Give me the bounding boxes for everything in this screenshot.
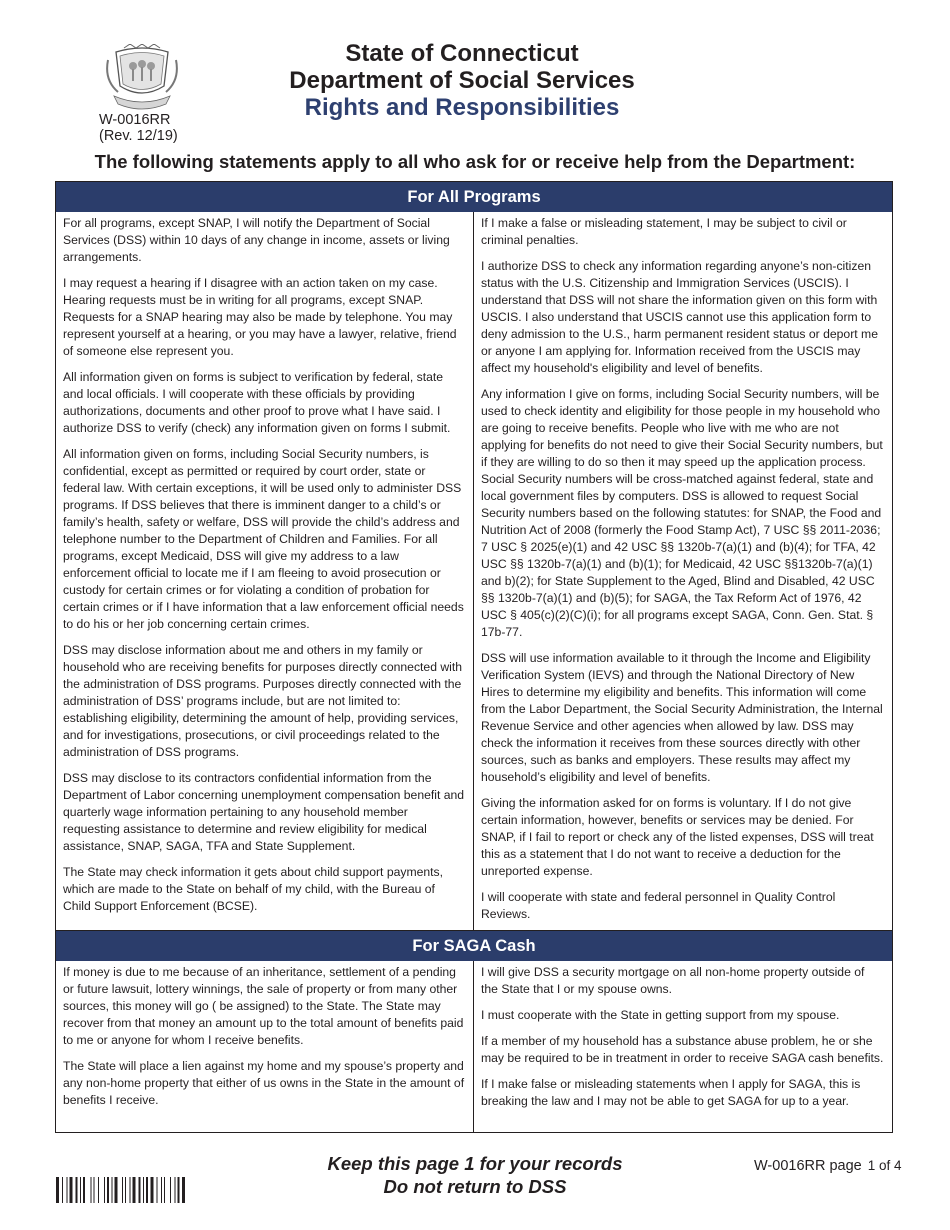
keep-notice bbox=[300, 1152, 650, 1198]
barcode-bar bbox=[56, 1177, 59, 1203]
form-identifier bbox=[99, 112, 178, 144]
barcode-bar bbox=[164, 1177, 165, 1203]
barcode-bar bbox=[182, 1177, 185, 1203]
paragraph: I authorize DSS to check any information regarding anyone’s non-citizen status with the U.S. Citizenship and Immigration Services (USCIS). I understand that DSS will not share the information given on this form with USCIS. I also understand that USCIS cannot use this application form to deny admission to the U.S., harm permanent resident status or deport me or anyone I am applying for. Information received from the USCIS may affect my household's eligibility and level of benefits. bbox=[481, 259, 878, 375]
paragraph: If I make false or misleading statements when I apply for SAGA, this is breaking the law and I may not be able to get SAGA for up to a year. bbox=[481, 1077, 861, 1108]
barcode-bar bbox=[161, 1177, 162, 1203]
paragraph: I will cooperate with state and federal personnel in Quality Control Reviews. bbox=[481, 890, 836, 921]
all-programs-section bbox=[55, 181, 893, 931]
barcode-bar bbox=[104, 1177, 105, 1203]
paragraph: Any information I give on forms, including Social Security numbers, will be used to check identity and eligibility for those people in my household who are going to receive benefits. People who live with me who are not applying for benefits do not need to give their Social Security numbers, but if they are willing to do so then it may speed up the application process. Social Security numbers will be cross-matched against federal, state and local government files by computers. DSS is allowed to request Social Security numbers based on the following statutes: for SNAP, the Food and Nutrition Act of 2008 (formerly the Food Stamp Act), 7 USC §§ 2011-2036; 7 USC § 2025(e)(1) and 42 USC §§ 1320b-7(a)(1) and (b)(4); for TFA, 42 USC §§ 1320b-7(a)(1) and (b)(1); for Medicaid, 42 USC §§1320b-7(a)(1) and b)(2); for State Supplement to the Aged, Blind and Disabled, 42 USC §§ 1320b-7(a)(1) and (b)(5); for SAGA, the Tax Reform Act of 1976, 42 USC § 405(c)(2)(C)(i); for all programs except SAGA, Conn. Gen. Stat. § 17b-77. bbox=[481, 387, 883, 639]
barcode-bar bbox=[178, 1177, 180, 1203]
barcode-bar bbox=[62, 1177, 63, 1203]
barcode-bar bbox=[151, 1177, 154, 1203]
keep-notice-line1: Keep this page 1 for your records bbox=[327, 1153, 623, 1174]
barcode-bar bbox=[67, 1177, 68, 1203]
paragraph: DSS will use information available to it through the Income and Eligibility Verification System (IEVS) and through the National Directory of New Hires to determine my eligibility and benefits. This information will come from the Labor Department, the Social Security Administration, the Internal Revenue Service and other agencies when allowed by law. DSS may check the information it receives from these sources directly with other sources, such as banks and employers. These results may affect my household’s eligibility and level of benefits. bbox=[481, 651, 883, 784]
barcode-bar bbox=[98, 1177, 99, 1203]
barcode-bar bbox=[76, 1177, 78, 1203]
title-state: State of Connecticut bbox=[345, 40, 579, 67]
paragraph: If money is due to me because of an inheritance, settlement of a pending or future lawsuit, lottery winnings, the sale of property or from many other sources, this money will go ( be assigned) to the State. The State may recover from that money an amount up to the total amount of benefits paid to me or anyone for whom I receive benefits. bbox=[63, 965, 464, 1047]
state-seal-logo bbox=[104, 44, 180, 112]
barcode-bar bbox=[133, 1177, 136, 1203]
page-info bbox=[754, 1158, 902, 1174]
saga-cash-heading: For SAGA Cash bbox=[56, 931, 892, 961]
barcode-bar bbox=[157, 1177, 158, 1203]
paragraph: All information given on forms is subject to verification by federal, state and local officials. I will cooperate with these officials by providing authorizations, documents and other proof to prove what I have said. I authorize DSS to verify (check) any information given on forms I submit. bbox=[63, 370, 451, 435]
paragraph: If I make a false or misleading statement, I may be subject to civil or criminal penalties. bbox=[481, 216, 847, 247]
paragraph: If a member of my household has a substance abuse problem, he or she may be required to be in treatment in order to receive SAGA cash benefits. bbox=[481, 1034, 884, 1065]
barcode-bar bbox=[146, 1177, 148, 1203]
barcode-bar bbox=[139, 1177, 141, 1203]
paragraph: The State will place a lien against my home and my spouse’s property and any non-home property that either of us owns in the State in the amount of benefits I receive. bbox=[63, 1059, 465, 1107]
all-programs-right-column bbox=[474, 212, 892, 930]
barcode bbox=[56, 1177, 232, 1203]
paragraph: DSS may disclose information about me and others in my family or household who are receiving benefits for purposes directly connected with the administration of DSS programs. Purposes directly connected with the administration of DSS’ programs include, but are not limited to: establishing eligibility, determining the amount of help, providing services, and for investigations, prosecutions, or civil proceedings related to the administration of DSS programs. bbox=[63, 643, 463, 759]
barcode-bar bbox=[130, 1177, 131, 1203]
title-rights: Rights and Responsibilities bbox=[304, 94, 620, 121]
paragraph: I may request a hearing if I disagree with an action taken on my case. Hearing requests must be in writing for all programs, except SNAP. Requests for a SNAP hearing may also be made by telephone. You may represent yourself at a hearing, or you may have a lawyer, relative, friend of someone else represent you. bbox=[63, 276, 457, 358]
saga-cash-left-column bbox=[56, 961, 474, 1132]
paragraph: All information given on forms, including Social Security numbers, is confidential, except as permitted or required by court order, state or federal law. With certain exceptions, it will be used only to administer DSS programs. If DSS believes that there is imminent danger to a child’s or family’s health, safety or welfare, DSS will provide the child’s address and telephone number to the Department of Children and Families. For all programs, except Medicaid, DSS will give my address to a law enforcement official to locate me if I am fleeing to avoid prosecution or custody for certain crimes or for violating a condition of probation for certain crimes or if I have information that a law enforcement official needs to do his or her job concerning certain crimes. bbox=[63, 447, 464, 631]
barcode-bar bbox=[170, 1177, 171, 1203]
paragraph: The State may check information it gets about child support payments, which are made to the State on behalf of my child, with the Bureau of Child Support Enforcement (BCSE). bbox=[63, 865, 444, 913]
barcode-bar bbox=[94, 1177, 95, 1203]
page-number: 1 of 4 bbox=[867, 1158, 902, 1173]
paragraph: DSS may disclose to its contractors confidential information from the Department of Labor concerning unemployment compensation benefit and quarterly wage information pertaining to any household member requesting assistance to determine and review eligibility for medical assistance, SNAP, SAGA, TFA and State Supplement. bbox=[63, 771, 465, 853]
saga-cash-section bbox=[55, 931, 893, 1133]
barcode-bar bbox=[107, 1177, 109, 1203]
paragraph: Giving the information asked for on forms is voluntary. If I do not give certain information, however, benefits or services may be denied. For SNAP, if I fail to report or check any of the listed expenses, DSS will treat this as a statement that I do not want to receive a deduction for the unreported expense. bbox=[481, 796, 874, 878]
barcode-bar bbox=[112, 1177, 113, 1203]
intro-statement: The following statements apply to all who ask for or receive help from the Department: bbox=[94, 151, 856, 172]
all-programs-heading: For All Programs bbox=[56, 182, 892, 212]
barcode-bar bbox=[125, 1177, 126, 1203]
barcode-bar bbox=[70, 1177, 73, 1203]
barcode-bar bbox=[80, 1177, 81, 1203]
footer-form-label: W-0016RR page bbox=[754, 1158, 862, 1174]
paragraph: I will give DSS a security mortgage on all non-home property outside of the State that I or my spouse owns. bbox=[481, 965, 865, 996]
saga-cash-right-column bbox=[474, 961, 892, 1132]
all-programs-left-column bbox=[56, 212, 474, 930]
paragraph: I must cooperate with the State in getting support from my spouse. bbox=[481, 1008, 840, 1022]
barcode-bar bbox=[91, 1177, 92, 1203]
barcode-bar bbox=[115, 1177, 118, 1203]
form-number: W-0016RR bbox=[99, 112, 171, 128]
keep-notice-line2: Do not return to DSS bbox=[383, 1176, 567, 1197]
barcode-bar bbox=[175, 1177, 176, 1203]
title-department: Department of Social Services bbox=[289, 67, 635, 94]
barcode-bar bbox=[83, 1177, 85, 1203]
document-title bbox=[262, 40, 662, 121]
barcode-bar bbox=[122, 1177, 123, 1203]
barcode-bar bbox=[143, 1177, 144, 1203]
form-revision: (Rev. 12/19) bbox=[99, 128, 178, 144]
paragraph: For all programs, except SNAP, I will notify the Department of Social Services (DSS) within 10 days of any change in income, assets or living arrangements. bbox=[63, 216, 450, 264]
